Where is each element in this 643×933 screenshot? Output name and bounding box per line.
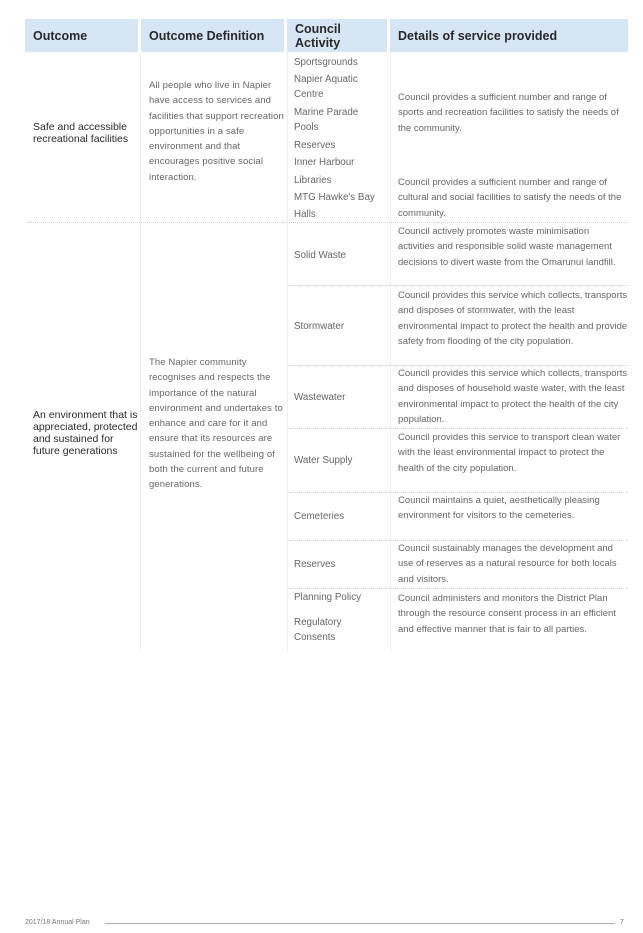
- detail-stormwater: Council provides this service which collects, transports and disposes of stormwater, with the least environmental impact to protect the health and provide safety from flooding of the city population.: [398, 290, 628, 347]
- column-separator: [390, 52, 391, 652]
- activity-wastewater: Wastewater: [294, 392, 346, 403]
- row-divider: [28, 222, 628, 223]
- outcome-recreational: Safe and accessible recreational facilities: [33, 121, 129, 145]
- row-divider: [290, 428, 628, 429]
- activity-water-supply: Water Supply: [294, 455, 353, 466]
- table-header: [25, 19, 628, 52]
- activity-napier-aquatic-centre: Napier Aquatic Centre: [294, 74, 358, 101]
- detail-sports-recreation: Council provides a sufficient number and range of sports and recreation facilities to satisfy the needs of the community.: [398, 92, 619, 134]
- header-council-activity: Council Activity: [287, 19, 387, 52]
- activity-reserves: Reserves: [294, 140, 336, 151]
- outcome-environment: An environment that is appreciated, protected and sustained for future generations: [33, 409, 138, 457]
- column-separator: [287, 52, 288, 652]
- page-number: 7: [620, 919, 624, 926]
- definition-recreational: All people who live in Napier have access to services and facilities that support recreation opportunities in a safe environment and that encourages positive social interaction.: [149, 80, 284, 183]
- detail-reserves: Council sustainably manages the development and use of reserves as a natural resource for both locals and visitors.: [398, 543, 617, 585]
- detail-cemeteries: Council maintains a quiet, aesthetically pleasing environment for visitors to the cemeteries.: [398, 495, 600, 522]
- activity-mtg-hawkes-bay: MTG Hawke's Bay: [294, 192, 375, 203]
- activity-regulatory-consents: Regulatory Consents: [294, 617, 342, 644]
- activity-solid-waste: Solid Waste: [294, 250, 346, 261]
- detail-cultural-social: Council provides a sufficient number and range of cultural and social facilities to satisfy the needs of the community.: [398, 177, 622, 219]
- detail-planning-regulatory: Council administers and monitors the District Plan through the resource consent process in an efficient and effective manner that is fair to all parties.: [398, 593, 616, 635]
- activity-planning-policy: Planning Policy: [294, 592, 361, 603]
- activity-cemeteries: Cemeteries: [294, 511, 345, 522]
- header-outcome-definition: Outcome Definition: [141, 19, 284, 52]
- activity-libraries: Libraries: [294, 175, 332, 186]
- activity-marine-parade-pools: Marine Parade Pools: [294, 107, 359, 134]
- detail-water-supply: Council provides this service to transport clean water with the least environmental impact to protect the health of the city population.: [398, 432, 621, 474]
- footer-rule: [105, 923, 615, 924]
- activity-stormwater: Stormwater: [294, 321, 345, 332]
- footer-plan-label: 2017/18 Annual Plan: [25, 919, 90, 926]
- detail-solid-waste: Council actively promotes waste minimisation activities and responsible solid waste management decisions to divert waste from the Omarunui landfill.: [398, 226, 616, 268]
- definition-environment: The Napier community recognises and respects the importance of the natural environment and undertakes to enhance and care for it and ensure that its resources are sustained for the wellbeing of both the current and future generations.: [149, 357, 283, 491]
- row-divider: [290, 588, 628, 589]
- column-separator: [140, 52, 141, 652]
- detail-wastewater: Council provides this service which collects, transports and disposes of household waste water, with the least environmental impact to protect the health of the city population.: [398, 368, 628, 425]
- header-details: Details of service provided: [390, 19, 628, 52]
- activity-inner-harbour: Inner Harbour: [294, 157, 355, 168]
- activity-sportsgrounds: Sportsgrounds: [294, 57, 358, 68]
- row-divider: [290, 285, 628, 286]
- activity-reserves-environment: Reserves: [294, 559, 336, 570]
- activity-halls: Halls: [294, 209, 316, 220]
- header-outcome: Outcome: [25, 19, 138, 52]
